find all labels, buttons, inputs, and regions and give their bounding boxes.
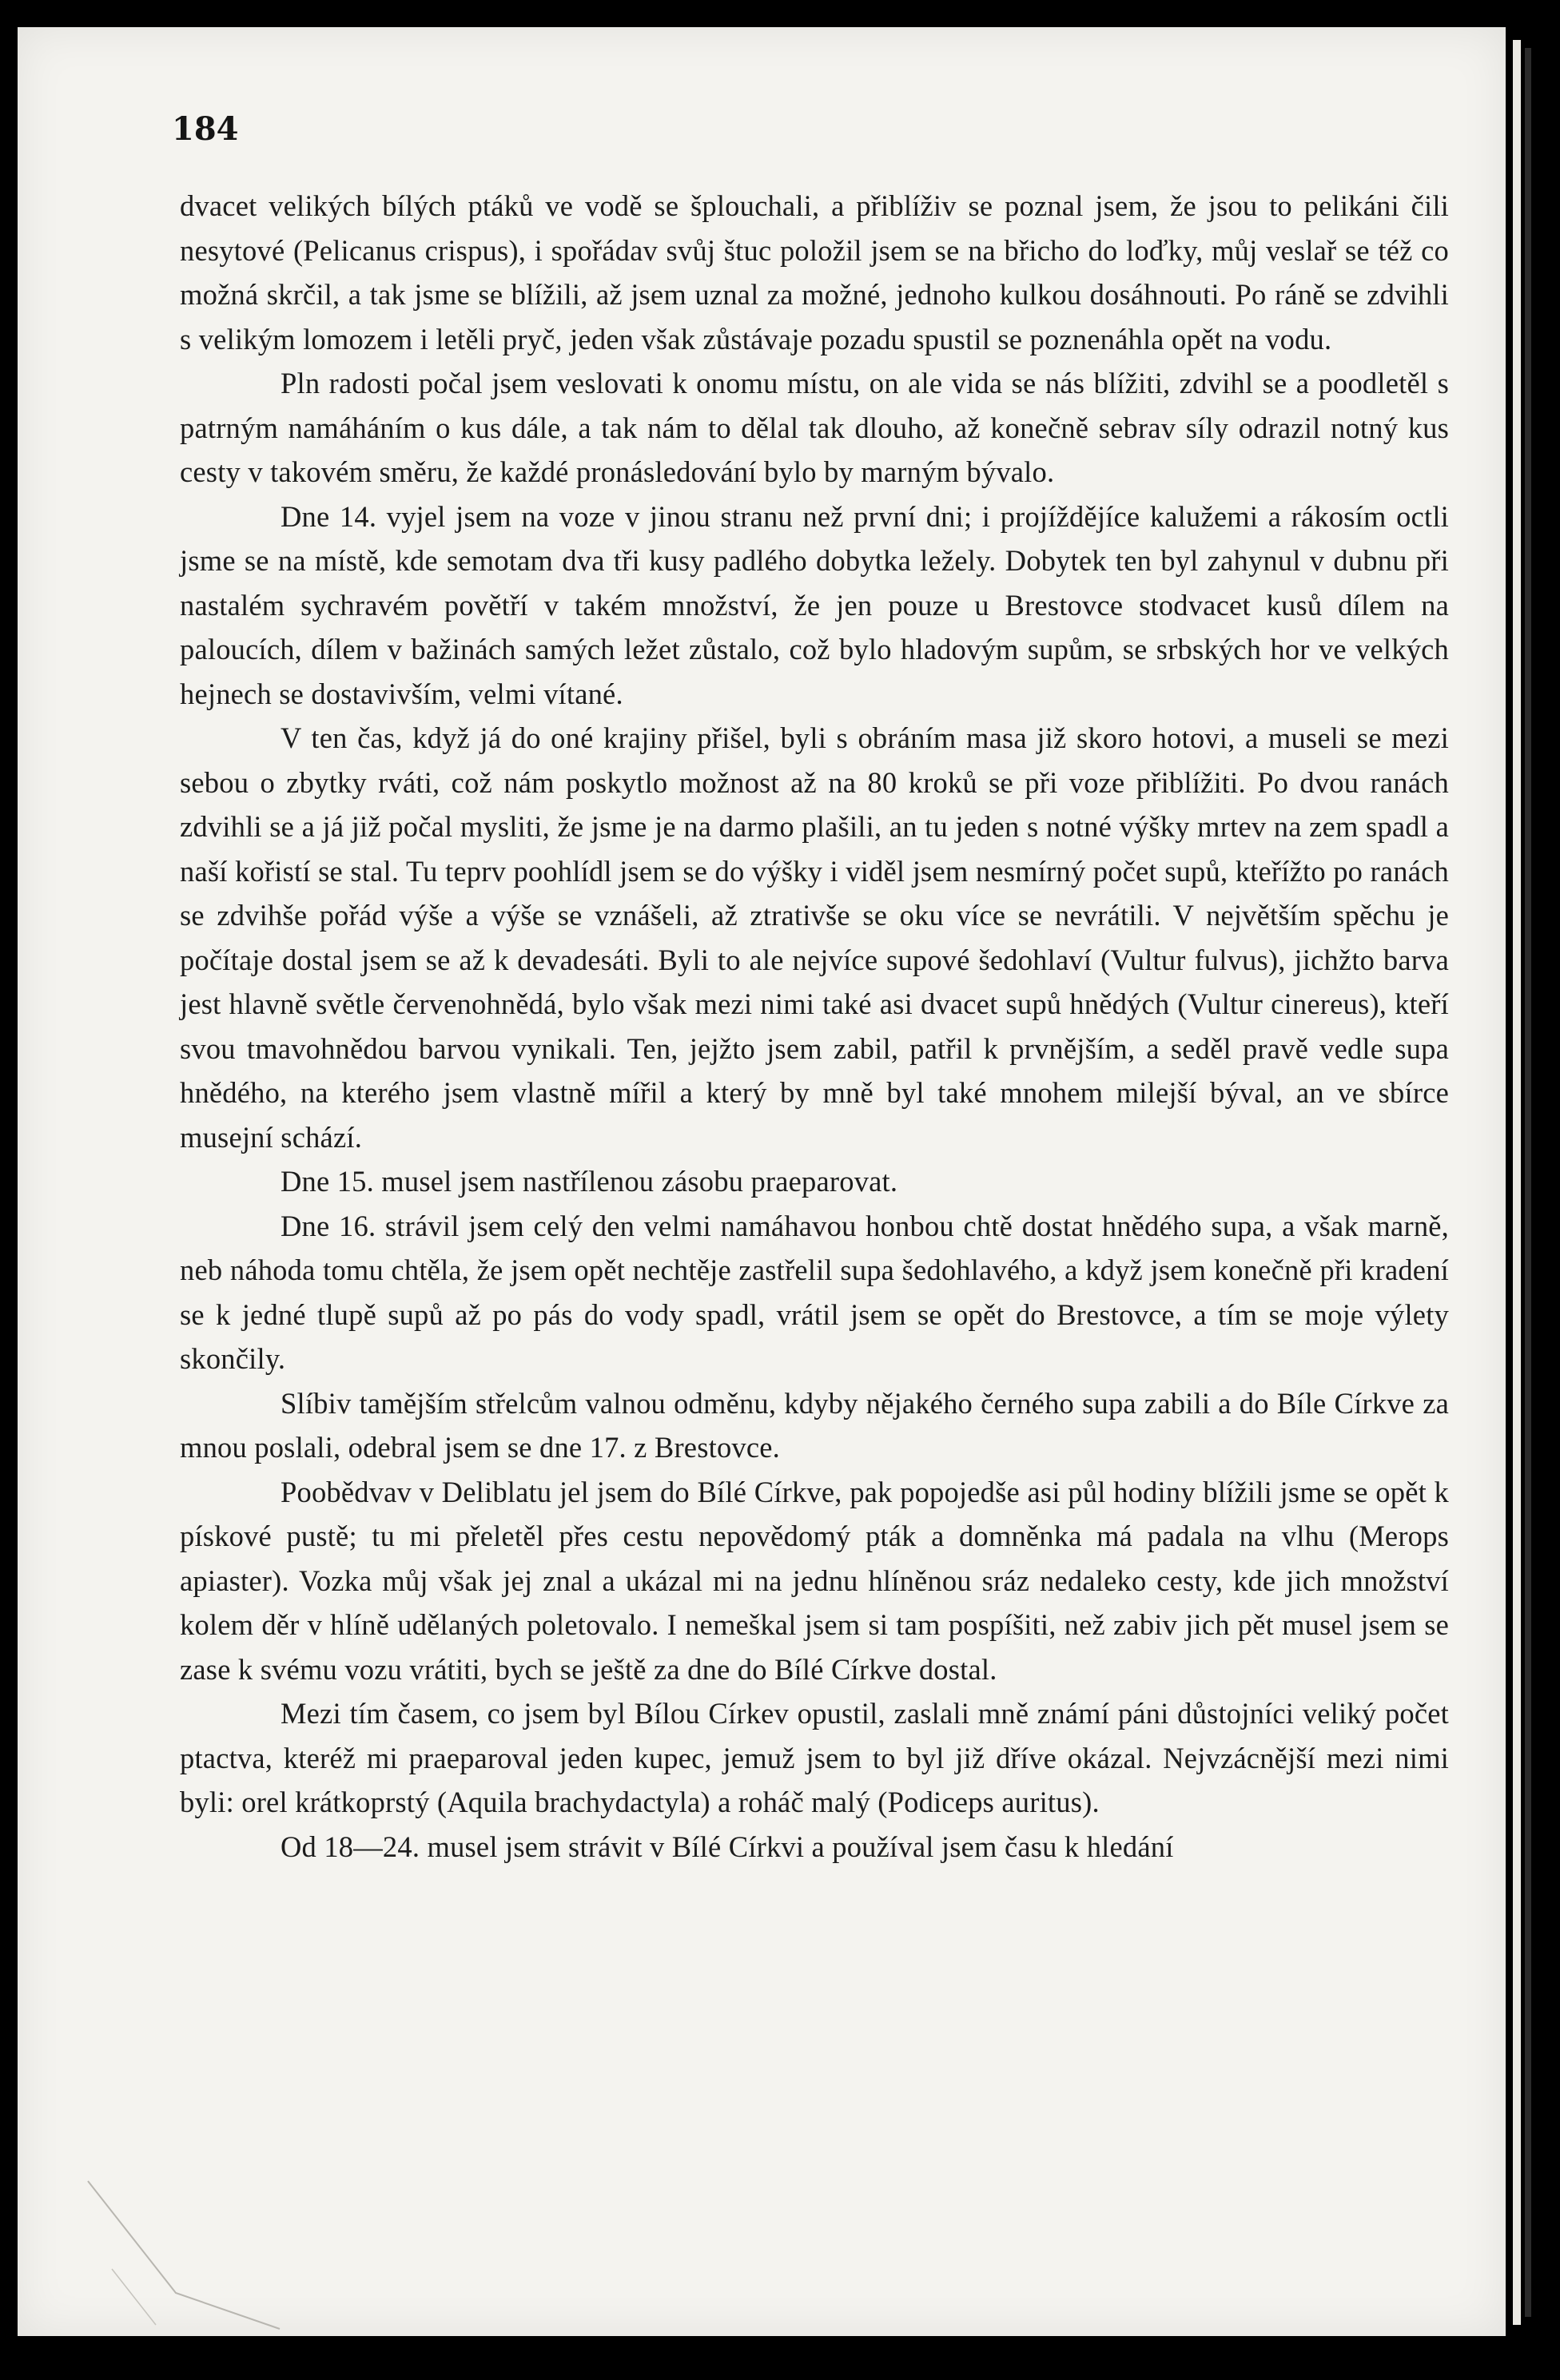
paragraph-1: dvacet velikých bílých ptáků ve vodě se šplouchali, a přiblíživ se poznal jsem, že jsou to pelikáni čili nesytové (Pelicanus crispus), i spořádav svůj štuc položil jsem se na břicho do loďky, můj veslař se též co možná skrčil, a tak jsme se blížili, až jsem uznal za možné, jednoho kulkou dosáhnouti. Po ráně se zdvihli s velikým lomozem i letěli pryč, jeden však zůstávaje pozadu spustil se poznenáhla opět na vodu. xyxy=(180,189,1449,356)
page-corner-crease-mark xyxy=(80,2173,288,2333)
paragraph-8: Poobědvav v Deliblatu jel jsem do Bílé Církve, pak popojedše asi půl hodiny blížili jsme se opět k pískové pustě; tu mi přeletěl přes cestu nepovědomý pták a domněnka má padala na vlhu (Merops apiaster). Vozka můj však jej znal a ukázal mi na jednu hlíněnou sráz nedaleko cesty, kde jich množství kolem děr v hlíně udělaných poletovalo. I nemeškal jsem si tam pospíšiti, než zabiv jich pět musel jsem se zase k svému vozu vrátiti, bych se ještě za dne do Bílé Církve dostal. xyxy=(180,1475,1449,1686)
page-number: 184 xyxy=(172,110,239,148)
body-text xyxy=(180,184,1449,1869)
paragraph-9: Mezi tím časem, co jsem byl Bílou Církev opustil, zaslali mně známí páni důstojníci veliký počet ptactva, kteréž mi praeparoval jeden kupec, jemuž jsem to byl již dříve okázal. Nejvzácnější mezi nimi byli: orel krátkoprstý (Aquila brachydactyla) a roháč malý (Podiceps auritus). xyxy=(180,1697,1449,1818)
paragraph-5: Dne 15. musel jsem nastřílenou zásobu praeparovat. xyxy=(281,1165,898,1198)
paragraph-4: V ten čas, když já do oné krajiny přišel, byli s obráním masa již skoro hotovi, a museli se mezi sebou o zbytky rváti, což nám poskytlo možnost až na 80 kroků se při voze přiblížiti. Po dvou ranách zdvihli se a já již počal mysliti, že jsme je na darmo plašili, an tu jeden s notné výšky mrtev na zem spadl a naší kořistí se stal. Tu teprv poohlídl jsem se do výšky i viděl jsem nesmírný počet supů, kteřížto po ranách se zdvihše pořád výše a výše se vznášeli, až ztrativše se oku více se nevrátili. V největším spěchu je počítaje dostal jsem se až k devadesáti. Byli to ale nejvíce supové šedohlaví (Vultur fulvus), jichžto barva jest hlavně světle červenohnědá, bylo však mezi nimi také asi dvacet supů hnědých (Vultur cinereus), kteří svou tmavohnědou barvou vynikali. Ten, jejžto jsem zabil, patřil k prvnějším, a seděl pravě vedle supa hnědého, na kterého jsem vlastně mířil a který by mně byl také mnohem milejší býval, an ve sbírce musejní schází. xyxy=(180,721,1449,1154)
paragraph-3: Dne 14. vyjel jsem na voze v jinou stranu než první dni; i projíždějíce kalužemi a rákosím octli jsme se na místě, kde semotam dva tři kusy padlého dobytka ležely. Dobytek ten byl zahynul v dubnu při nastalém sychravém povětří v takém množství, že jen pouze u Brestovce stodvacet kusů dílem na paloucích, dílem v bažinách samých ležet zůstalo, což bylo hladovým supům, se srbských hor ve velkých hejnech se dostavivším, velmi vítané. xyxy=(180,499,1449,710)
paragraph-7: Slíbiv tamějším střelcům valnou odměnu, kdyby nějakého černého supa zabili a do Bíle Církve za mnou poslali, odebral jsem se dne 17. z Brestovce. xyxy=(180,1386,1449,1464)
paragraph-10: Od 18—24. musel jsem strávit v Bílé Církvi a používal jsem času k hledání xyxy=(281,1830,1174,1863)
page-edge-shadow xyxy=(1525,48,1531,2317)
paragraph-6: Dne 16. strávil jsem celý den velmi namáhavou honbou chtě dostat hnědého supa, a však marně, neb náhoda tomu chtěla, že jsem opět nechtěje zastřelil supa šedohlavého, a když jsem konečně při kradení se k jedné tlupě supů až po pás do vody spadl, vrátil jsem se opět do Brestovce, a tím se moje výlety skončily. xyxy=(180,1209,1449,1375)
paragraph-2: Pln radosti počal jsem veslovati k onomu místu, on ale vida se nás blížiti, zdvihl se a poodletěl s patrným namáháním o kus dále, a tak nám to dělal tak dlouho, až konečně sebrav síly odrazil notný kus cesty v takovém směru, že každé pronásledování bylo by marným bývalo. xyxy=(180,367,1449,488)
page-edge xyxy=(1513,40,1521,2325)
